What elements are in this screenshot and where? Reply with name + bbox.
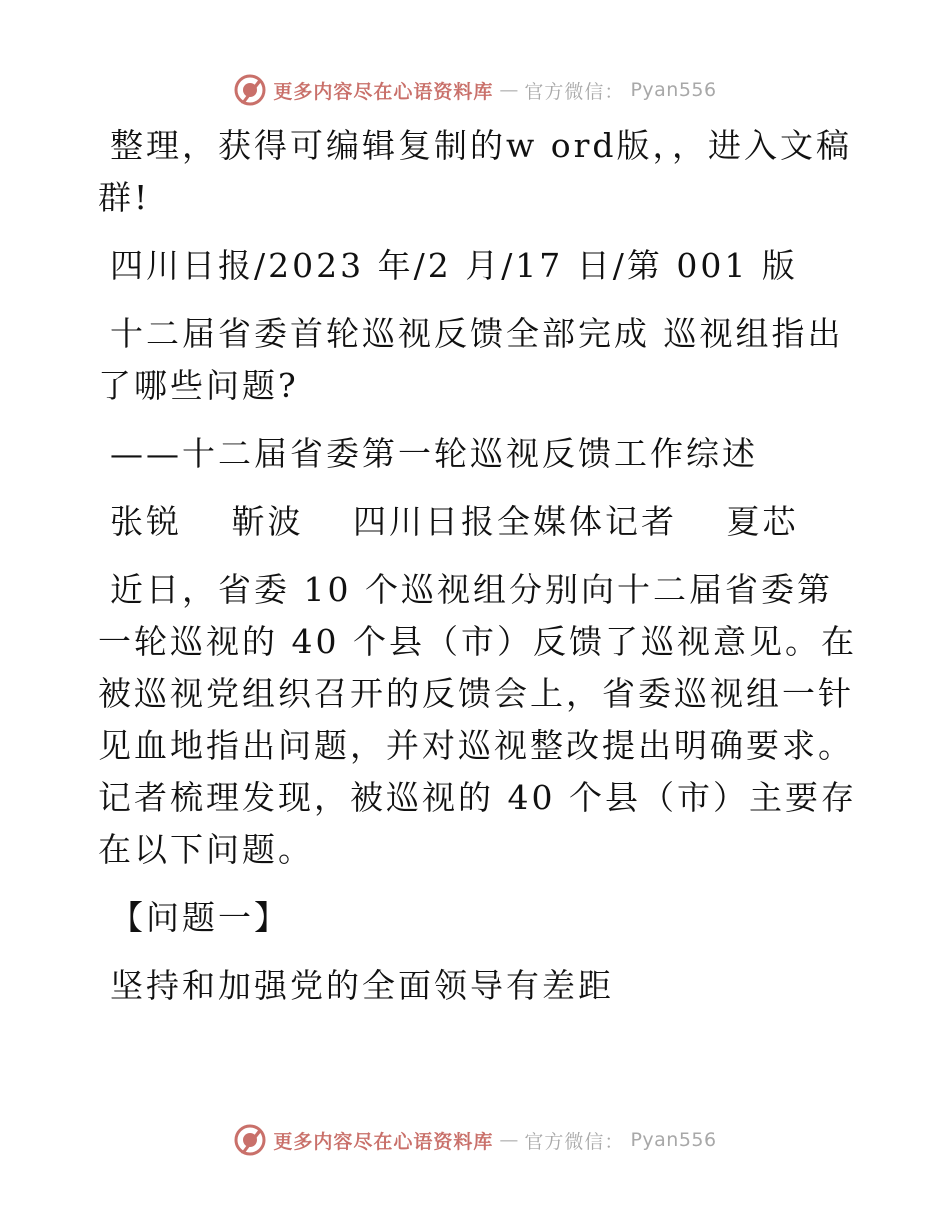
article-subtitle: ——十二届省委第一轮巡视反馈工作综述 [110,434,758,473]
section-heading: 【问题一】 [110,898,290,937]
quill-logo-icon [233,1123,267,1157]
byline: 张锐 靳波 四川日报全媒体记者 夏芯 [110,502,799,541]
source-line: 四川日报/2023 年/2 月/17 日/第 001 版 [110,246,798,285]
watermark-separator: — [499,79,519,101]
quill-logo-icon [233,73,267,107]
footer-watermark [0,1120,950,1160]
watermark-text: 更多内容尽在心语资料库 [273,1130,494,1153]
body-paragraph: 近日，省委 10 个巡视组分别向十二届省委第一轮巡视的 40 个县（市）反馈了巡视意见。在被巡视党组织召开的反馈会上，省委巡视组一针见血地指出问题，并对巡视整改提出明确要求。记者梳理发现，被巡视的 40 个县（市）主要存在以下问题。 [98,570,857,869]
watermark-label: 官方微信： [524,80,625,103]
watermark-text: 更多内容尽在心语资料库 [273,80,494,103]
document-body [98,120,858,1028]
header-watermark [0,70,950,110]
watermark-label: 官方微信： [524,1130,625,1153]
article-title: 十二届省委首轮巡视反馈全部完成 巡视组指出了哪些问题? [98,314,844,405]
watermark-separator: — [499,1129,519,1151]
watermark-wechat-id: Pyan556 [630,1129,717,1151]
intro-note: 整理，获得可编辑复制的w ord版，，进入文稿群! [98,126,853,217]
section-subheading: 坚持和加强党的全面领导有差距 [110,966,614,1005]
watermark-wechat-id: Pyan556 [630,79,717,101]
